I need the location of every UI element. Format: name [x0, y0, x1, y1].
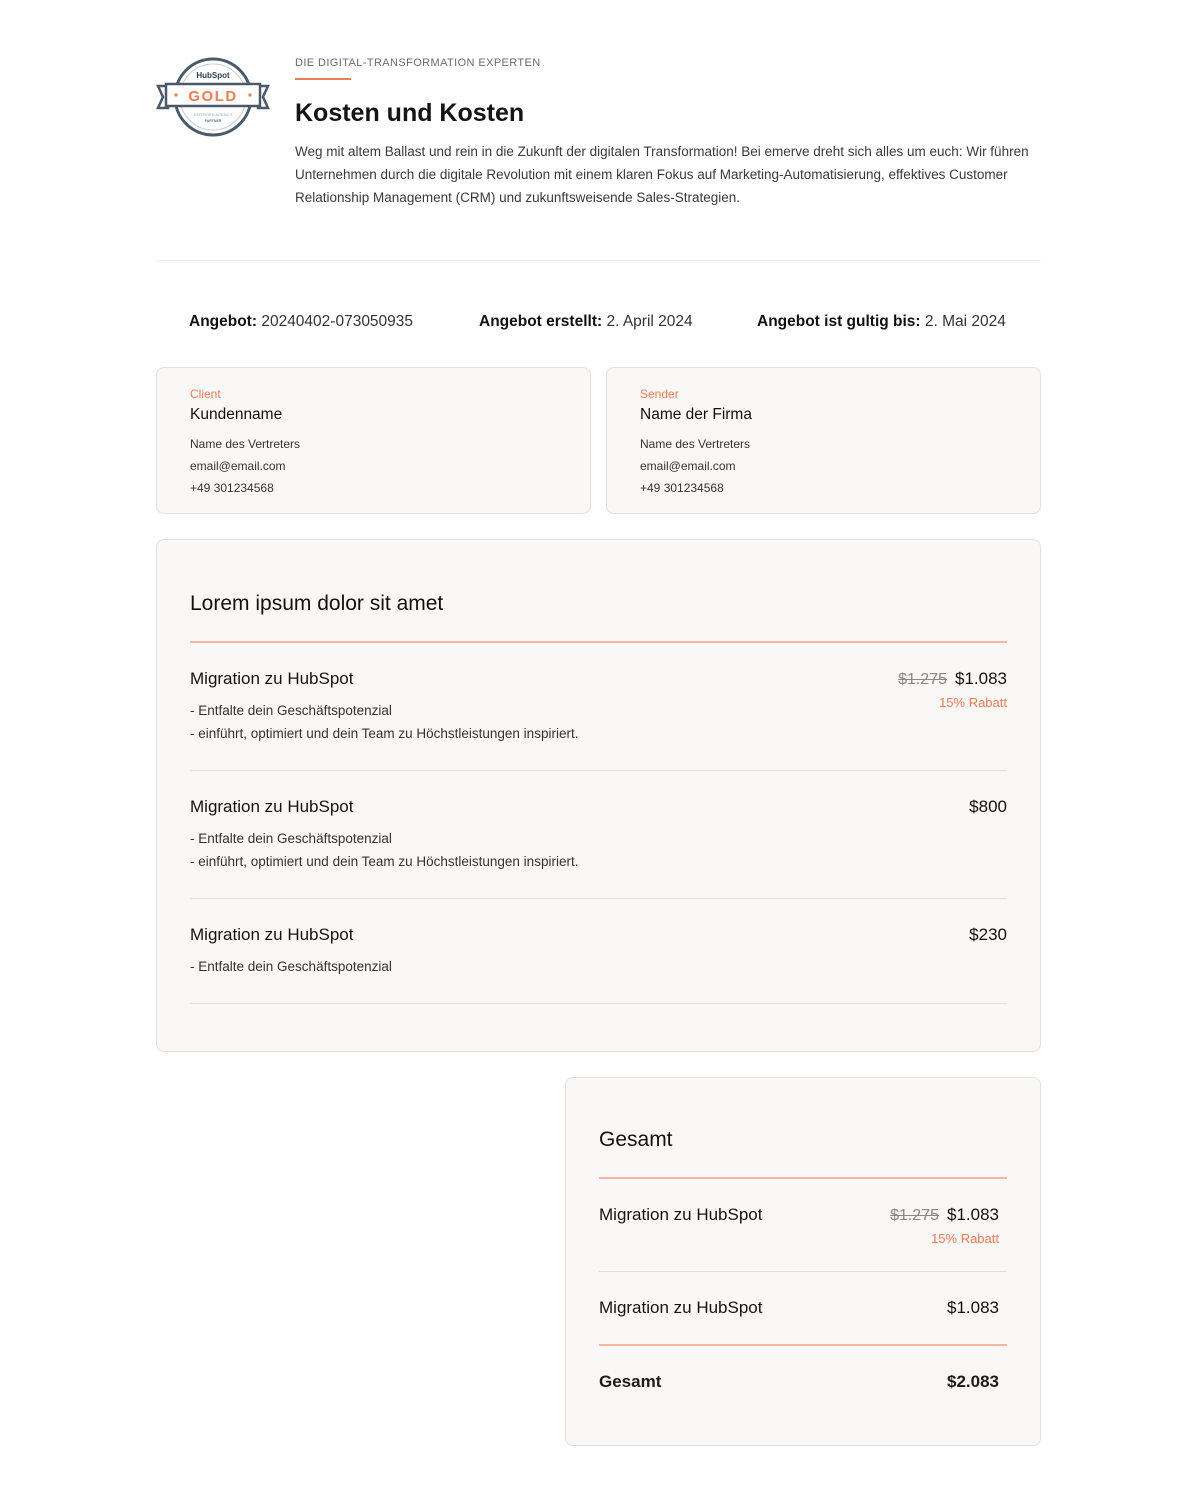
service-item-name: Migration zu HubSpot [190, 797, 354, 816]
eyebrow-accent-line [295, 78, 351, 80]
client-email[interactable]: email@email.com [190, 459, 286, 473]
totals-sum-label: Gesamt [599, 1372, 662, 1391]
client-phone[interactable]: +49 301234568 [190, 481, 274, 495]
service-item [190, 643, 1007, 771]
original-price: $1.275 [890, 1207, 939, 1224]
totals-row-price [890, 1205, 999, 1246]
services-card [156, 539, 1041, 1052]
original-price: $1.275 [898, 671, 947, 688]
sender-email[interactable]: email@email.com [640, 459, 736, 473]
sender-role: Sender [640, 387, 679, 401]
sender-card [606, 367, 1041, 514]
badge-brand: HubSpot [196, 71, 230, 80]
service-item-name: Migration zu HubSpot [190, 925, 354, 944]
badge-tier: GOLD [188, 88, 238, 105]
quote-created-value: 2. April 2024 [606, 313, 693, 330]
discounted-price: $1.083 [955, 669, 1007, 688]
totals-title: Gesamt [599, 1128, 673, 1151]
service-item-name: Migration zu HubSpot [190, 669, 354, 688]
header-divider [156, 260, 1041, 261]
price: $800 [969, 797, 1007, 816]
services-title: Lorem ipsum dolor sit amet [190, 592, 444, 615]
page-header [295, 57, 1035, 209]
service-item-bullet: - einführt, optimiert und dein Team zu Höchstleistungen inspiriert. [190, 726, 579, 741]
badge-caption: CERTIFIED AGENCY [193, 112, 233, 117]
quote-valid-until [757, 313, 1006, 331]
client-rep: Name des Vertreters [190, 437, 301, 451]
totals-row [599, 1179, 1007, 1272]
quote-created [479, 313, 693, 331]
quote-created-label: Angebot erstellt: [479, 313, 603, 330]
quote-valid-value: 2. Mai 2024 [924, 313, 1006, 330]
totals-row-price [947, 1298, 999, 1318]
totals-card [565, 1077, 1041, 1446]
service-item-bullet: - Entfalte dein Geschäftspotenzial [190, 831, 392, 846]
totals-row-name: Migration zu HubSpot [599, 1205, 763, 1224]
page-description: Weg mit altem Ballast und rein in die Zukunft der digitalen Transformation! Bei emerve dreht sich alles um euch: Wir führen Unternehmen durch die digitale Revolution mit einem klaren Fokus auf Marketing-Automatisierung, effektives Customer Relationship Management (CRM) und zukunftsweisende Sales-Strategien. [295, 144, 1029, 205]
service-item-bullet: - einführt, optimiert und dein Team zu Höchstleistungen inspiriert. [190, 854, 579, 869]
service-item-bullet: - Entfalte dein Geschäftspotenzial [190, 703, 392, 718]
totals-sum-row [599, 1346, 1007, 1420]
service-item-price [969, 925, 1007, 945]
totals-row-name: Migration zu HubSpot [599, 1298, 763, 1317]
hubspot-gold-partner-badge [156, 56, 270, 138]
discount-label: 15% Rabatt [931, 1231, 999, 1246]
discount-label: 15% Rabatt [939, 695, 1007, 710]
client-name: Kundenname [190, 406, 283, 423]
client-card [156, 367, 591, 514]
quote-number [189, 313, 413, 331]
sender-rep: Name des Vertreters [640, 437, 751, 451]
badge-sub: PARTNER [204, 119, 222, 123]
quote-number-label: Angebot: [189, 313, 258, 330]
quote-number-value: 20240402-073050935 [261, 313, 414, 330]
service-item [190, 771, 1007, 899]
client-role: Client [190, 387, 221, 401]
totals-sum-value: $2.083 [947, 1372, 999, 1391]
quote-valid-label: Angebot ist gultig bis: [757, 313, 921, 330]
eyebrow: DIE DIGITAL-TRANSFORMATION EXPERTEN [295, 57, 541, 69]
sender-phone[interactable]: +49 301234568 [640, 481, 724, 495]
service-item [190, 899, 1007, 1004]
sender-name: Name der Firma [640, 406, 752, 423]
page-title: Kosten und Kosten [295, 99, 525, 127]
price: $230 [969, 925, 1007, 944]
totals-row [599, 1272, 1007, 1344]
service-item-bullet: - Entfalte dein Geschäftspotenzial [190, 959, 392, 974]
service-item-price [898, 669, 1007, 710]
service-item-price [969, 797, 1007, 817]
price: $1.083 [947, 1298, 999, 1317]
discounted-price: $1.083 [947, 1205, 999, 1224]
